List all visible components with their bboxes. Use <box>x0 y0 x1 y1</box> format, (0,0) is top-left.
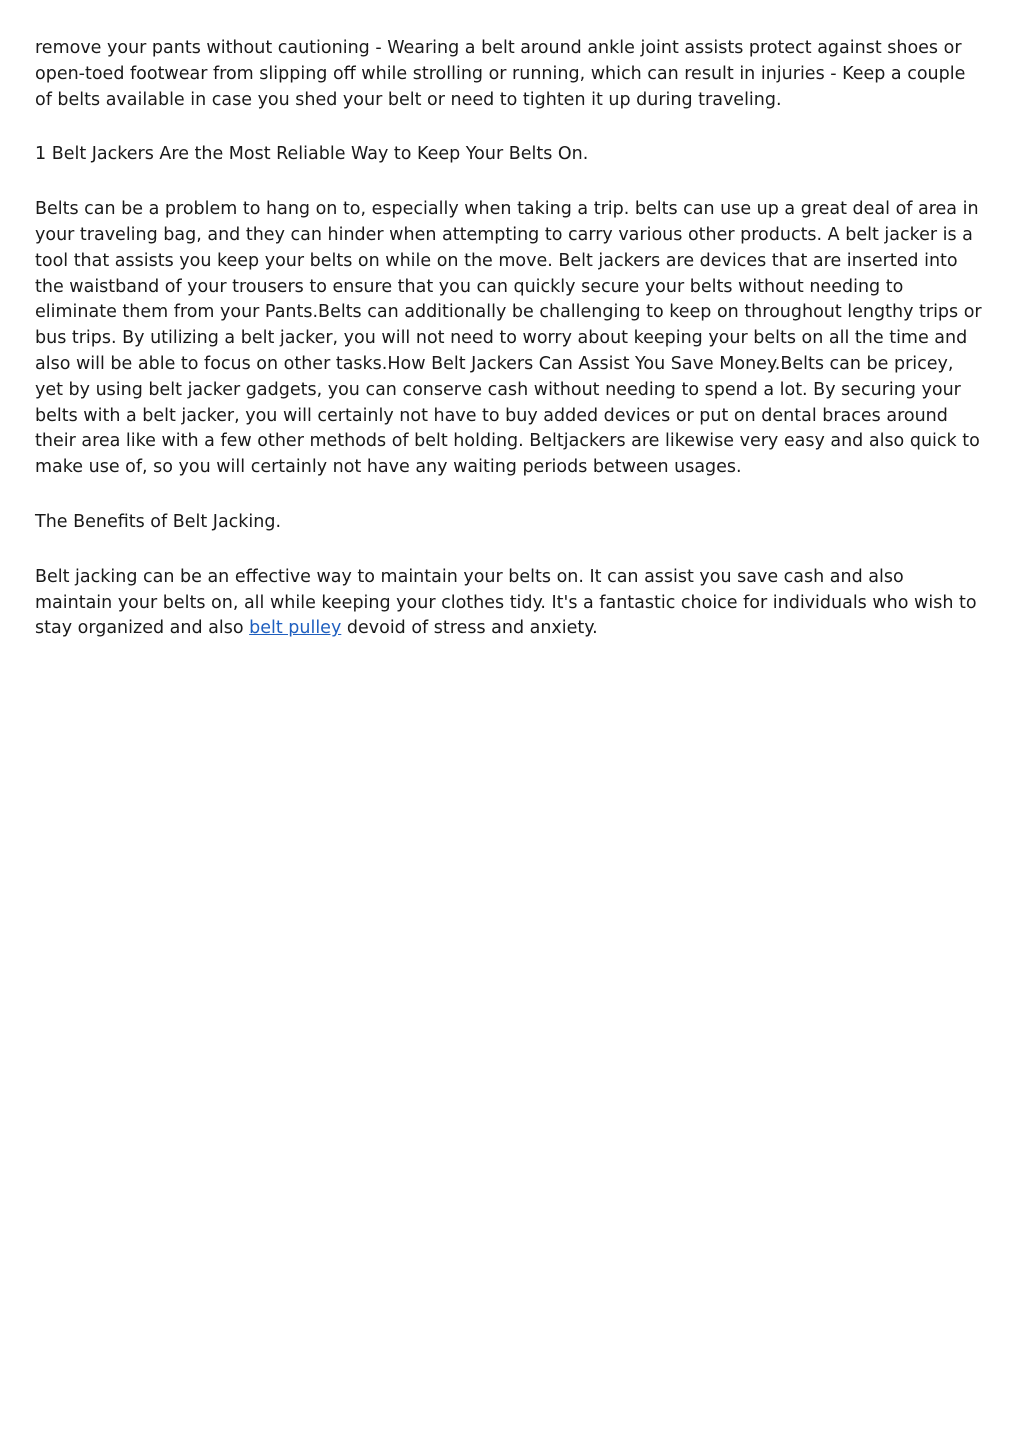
paragraph-benefits-text-start: Belt jacking can be an effective way to maintain your belts on. It can assist you save cash and also maintain your belts on, all while keeping your clothes tidy. It's a fantastic choice for individuals who wish to stay organized and also <box>35 566 977 639</box>
document-body <box>35 36 985 671</box>
paragraph-benefits-text-end: devoid of stress and anxiety. <box>341 618 598 639</box>
section-heading-benefits: The Benefits of Belt Jacking. <box>35 511 282 532</box>
paragraph-belt-jackers: Belts can be a problem to hang on to, especially when taking a trip. belts can use up a great deal of area in your traveling bag, and they can hinder when attempting to carry various other products. A belt jacker is a tool that assists you keep your belts on while on the move. Belt jackers are devices that are inserted into the waistband of your trousers to ensure that you can quickly secure your belts without needing to eliminate them from your Pants.Belts can additionally be challenging to keep on throughout lengthy trips or bus trips. By utilizing a belt jacker, you will not need to worry about keeping your belts on all the time and also will be able to focus on other tasks.How Belt Jackers Can Assist You Save Money.Belts can be pricey, yet by using belt jacker gadgets, you can conserve cash without needing to spend a lot. By securing your belts with a belt jacker, you will certainly not have to buy added devices or put on dental braces around their area like with a few other methods of belt holding. Beltjackers are likewise very easy and also quick to make use of, so you will certainly not have any waiting periods between usages. <box>35 199 982 478</box>
paragraph-intro: remove your pants without cautioning - Wearing a belt around ankle joint assists protect against shoes or open-toed footwear from slipping off while strolling or running, which can result in injuries - Keep a couple of belts available in case you shed your belt or need to tighten it up during traveling. <box>35 38 966 110</box>
section-heading-belt-jackers: 1 Belt Jackers Are the Most Reliable Way to Keep Your Belts On. <box>35 144 589 165</box>
belt-pulley-link[interactable]: belt pulley <box>249 618 342 639</box>
paragraph-benefits <box>35 565 985 642</box>
